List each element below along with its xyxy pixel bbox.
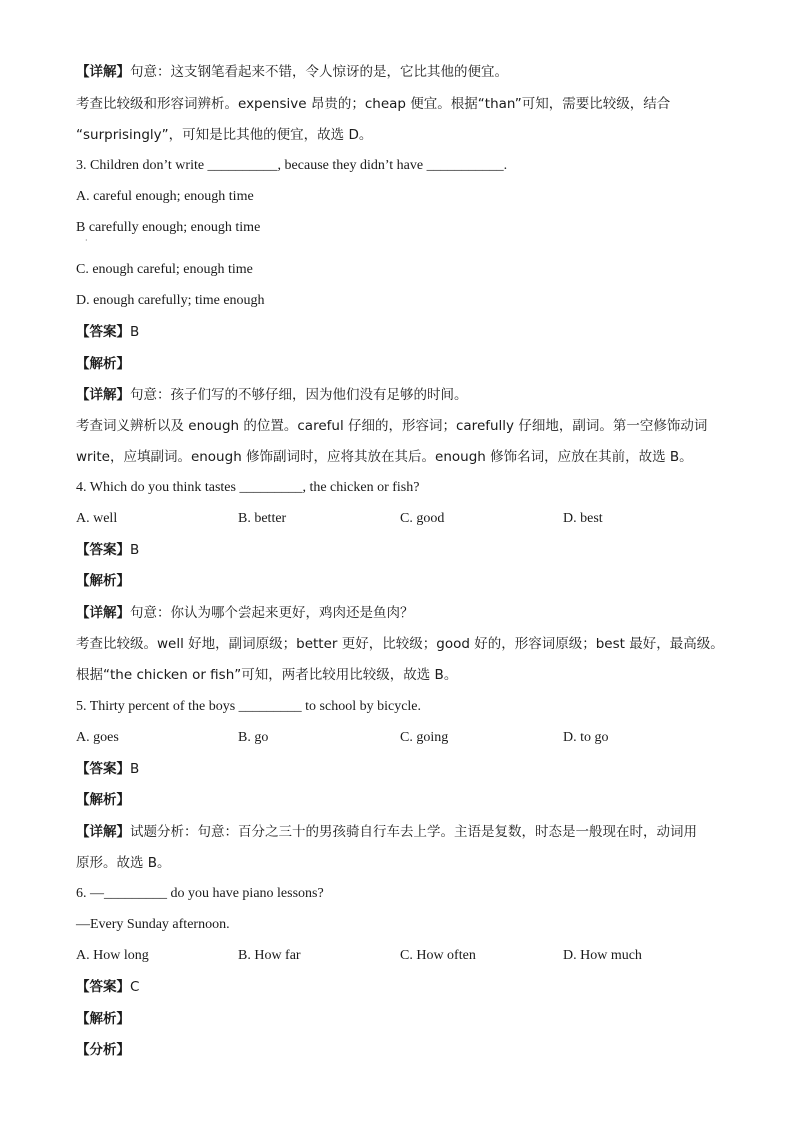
stray-dot: · [85, 236, 88, 245]
q6-answer: 【答案】C [76, 979, 140, 995]
q4-option-c: C. good [400, 511, 445, 526]
q5-answer: 【答案】B [76, 761, 140, 777]
q3-option-d: D. enough carefully; time enough [76, 293, 265, 308]
q2-analysis-line-2: “surprisingly”，可知是比其他的便宜，故选 D。 [76, 127, 373, 143]
q5-options [76, 728, 726, 748]
q4-option-a: A. well [76, 511, 118, 526]
q4-analysis-line-1: 考查比较级。well 好地，副词原级；better 更好，比较级；good 好的，形容词原级；best 最好，最高级。 [76, 636, 724, 652]
q3-stem: 3. Children don’t write __________, because they didn’t have ___________. [76, 158, 508, 173]
q6-option-d: D. How much [563, 948, 642, 963]
q5-detail-line-1: 【详解】试题分析：句意：百分之三十的男孩骑自行车去上学。主语是复数，时态是一般现在时，动词用 [76, 824, 697, 840]
q3-answer: 【答案】B [76, 324, 140, 340]
q5-parse-heading: 【解析】 [76, 792, 130, 808]
q3-detail: 【详解】句意：孩子们写的不够仔细，因为他们没有足够的时间。 [76, 387, 468, 403]
q5-option-a: A. goes [76, 730, 119, 745]
q3-analysis-line-1: 考查词义辨析以及 enough 的位置。careful 仔细的，形容词；carefully 仔细地，副词。第一空修饰动词 [76, 418, 708, 434]
q4-detail: 【详解】句意：你认为哪个尝起来更好，鸡肉还是鱼肉？ [76, 605, 414, 621]
q6-stem: 6. —_________ do you have piano lessons? [76, 886, 324, 901]
q4-answer: 【答案】B [76, 542, 140, 558]
q4-option-d: D. best [563, 511, 603, 526]
q6-option-a: A. How long [76, 948, 149, 963]
q4-stem: 4. Which do you think tastes _________, the chicken or fish? [76, 480, 420, 495]
q6-reply: —Every Sunday afternoon. [76, 917, 230, 932]
q4-analysis-line-2: 根据“the chicken or fish”可知，两者比较用比较级，故选 B。 [76, 667, 458, 683]
q5-option-c: C. going [400, 730, 449, 745]
q5-option-d: D. to go [563, 730, 609, 745]
q4-option-b: B. better [238, 511, 287, 526]
q3-option-a: A. careful enough; enough time [76, 189, 254, 204]
q3-parse-heading: 【解析】 [76, 356, 130, 372]
q2-detail: 【详解】句意：这支钢笔看起来不错，令人惊讶的是，它比其他的便宜。 [76, 64, 508, 80]
q6-options [76, 946, 726, 966]
q3-option-b: B carefully enough; enough time [76, 220, 261, 235]
q4-parse-heading: 【解析】 [76, 573, 130, 589]
q3-analysis-line-2: write，应填副词。enough 修饰副词时，应将其放在其后。enough 修饰名词，应放在其前，故选 B。 [76, 449, 693, 465]
q6-parse-heading: 【解析】 [76, 1011, 130, 1027]
q5-option-b: B. go [238, 730, 269, 745]
q6-option-c: C. How often [400, 948, 476, 963]
q5-detail-line-2: 原形。故选 B。 [76, 855, 171, 871]
q3-option-c: C. enough careful; enough time [76, 262, 253, 277]
q6-analysis-heading: 【分析】 [76, 1042, 130, 1058]
q6-option-b: B. How far [238, 948, 301, 963]
q5-stem: 5. Thirty percent of the boys _________ to school by bicycle. [76, 699, 422, 714]
q2-analysis-line-1: 考查比较级和形容词辨析。expensive 昂贵的；cheap 便宜。根据“than”可知，需要比较级，结合 [76, 96, 671, 112]
q4-options [76, 509, 726, 529]
